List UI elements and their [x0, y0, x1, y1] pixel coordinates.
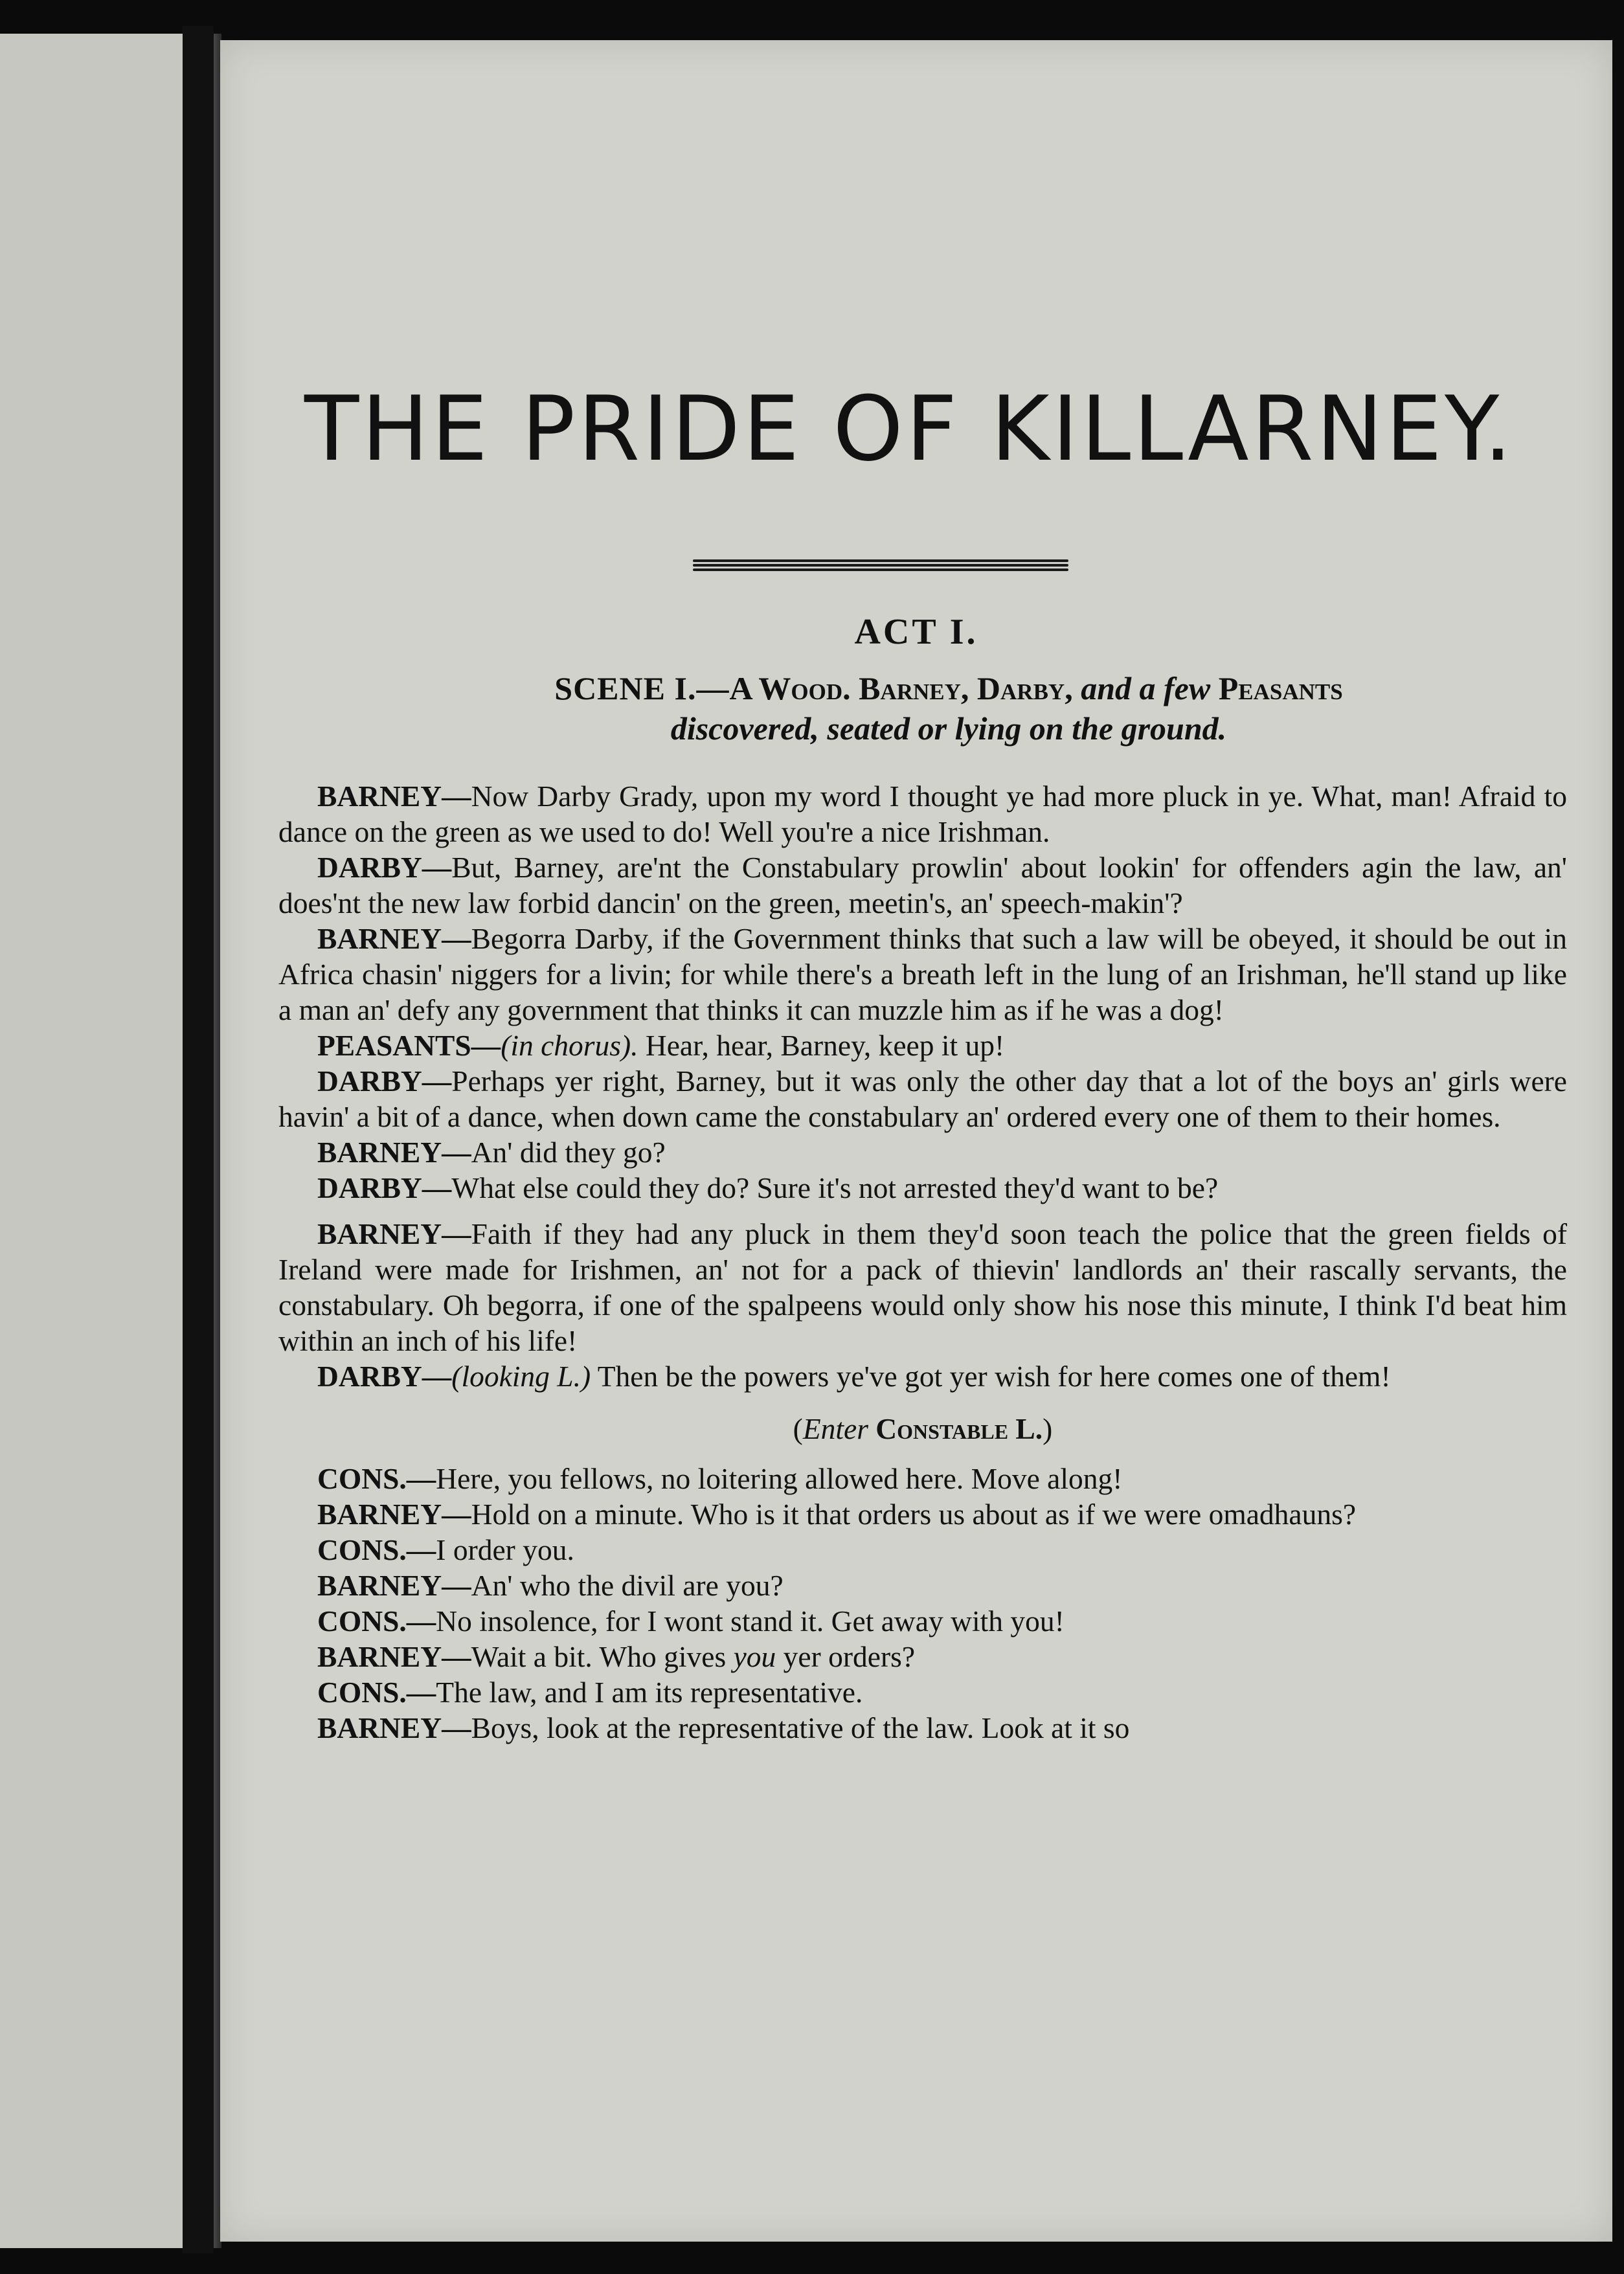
dialogue-line [278, 1028, 1567, 1063]
previous-page-edge [0, 34, 209, 2248]
speaker: CONS.— [317, 1604, 436, 1638]
dialogue-line [278, 921, 1567, 1028]
line-text: Hold on a minute. Who is it that orders us about as if we were omadhauns? [471, 1498, 1357, 1531]
scene-characters: Barney, Darby, [859, 670, 1073, 706]
dialogue-line [278, 1216, 1567, 1358]
line-text: I order you. [436, 1533, 574, 1566]
speaker: BARNEY— [317, 1136, 471, 1169]
dialogue-line [278, 1170, 1567, 1206]
speaker: BARNEY— [317, 1569, 471, 1602]
line-direction: (looking L.) [451, 1360, 591, 1393]
play-title: THE PRIDE OF KILLARNEY. [304, 377, 1515, 481]
speaker: DARBY— [317, 1171, 452, 1204]
ornamental-rule [693, 559, 1068, 570]
line-text: The law, and I am its representative. [436, 1676, 863, 1709]
scene-label: SCENE I.— [554, 670, 730, 706]
line-text: Perhaps yer right, Barney, but it was only the other day that a lot of the boys an' girls were havin' a bit of a dance, when down came the constabulary an' ordered every one of them to their homes. [278, 1064, 1567, 1133]
line-emphasis: you [733, 1640, 776, 1673]
speaker: PEASANTS— [317, 1029, 501, 1062]
act-heading: ACT I. [854, 612, 978, 652]
scene-place: A Wood. [729, 670, 851, 706]
speaker: CONS.— [317, 1676, 436, 1709]
speaker: DARBY— [317, 1064, 452, 1098]
dialogue-line [278, 1461, 1567, 1496]
stage-enter: Enter [802, 1412, 868, 1445]
scene-peasants: Peasants [1218, 670, 1343, 706]
dialogue-line [278, 1358, 1567, 1394]
dialogue-line [278, 850, 1567, 921]
dialogue-line [278, 1134, 1567, 1170]
dialogue-line [278, 1674, 1567, 1710]
dialogue-line [278, 1639, 1567, 1674]
scene-direction: discovered, seated or lying on the ground. [670, 710, 1227, 747]
line-text: Now Darby Grady, upon my word I thought ye had more pluck in ye. What, man! Afraid to dance on the green as we used to do! Well you're a nice Irishman. [278, 780, 1567, 848]
line-text: Faith if they had any pluck in them they'd soon teach the police that the green fields of Ireland were made for Irishmen, an' not for a pack of thievin' landlords an' their rascally servants, the constabulary. Oh begorra, if one of the spalpeens would only show his nose this minute, I think I'd beat him within an inch of his life! [278, 1217, 1567, 1357]
speaker: DARBY— [317, 851, 452, 884]
page-sheet [220, 40, 1612, 2242]
line-text: Here, you fellows, no loitering allowed here. Move along! [436, 1462, 1123, 1495]
line-text: Hear, hear, Barney, keep it up! [645, 1029, 1005, 1062]
speaker: BARNEY— [317, 922, 471, 955]
dialogue-body [278, 778, 1567, 1746]
stage-who: Constable L. [875, 1412, 1043, 1445]
speaker: DARBY— [317, 1360, 452, 1393]
speaker: BARNEY— [317, 780, 471, 813]
line-text: Then be the powers ye've got yer wish for here comes one of them! [597, 1360, 1391, 1393]
line-text: Boys, look at the representative of the law. Look at it so [471, 1711, 1130, 1744]
book-gutter [183, 26, 214, 2253]
line-text: Begorra Darby, if the Government thinks that such a law will be obeyed, it should be out in Africa chasin' niggers for a livin; for while there's a breath left in the lung of an Irishman, he'll stand up like a man an' defy any government that thinks it can muzzle him as if he was a dog! [278, 922, 1567, 1026]
speaker: BARNEY— [317, 1640, 471, 1673]
dialogue-line [278, 1496, 1567, 1532]
line-text: An' did they go? [471, 1136, 666, 1169]
line-text: But, Barney, are'nt the Constabulary prowlin' about lookin' for offenders agin the law, an' does'nt the new law forbid dancin' on the green, meetin's, an' speech-makin'? [278, 851, 1567, 919]
line-text: Wait a bit. Who gives [471, 1640, 727, 1673]
line-direction: (in chorus). [501, 1029, 638, 1062]
line-text: An' who the divil are you? [471, 1569, 784, 1602]
scene-heading [317, 668, 1580, 749]
speaker: BARNEY— [317, 1711, 471, 1744]
speaker: CONS.— [317, 1462, 436, 1495]
dialogue-line [278, 1063, 1567, 1134]
speaker: BARNEY— [317, 1217, 471, 1250]
dialogue-line [278, 1603, 1567, 1639]
stage-direction: (Enter Constable L.) [793, 1412, 1053, 1445]
line-text: What else could they do? Sure it's not arrested they'd want to be? [451, 1171, 1219, 1204]
speaker: BARNEY— [317, 1498, 471, 1531]
dialogue-line [278, 778, 1567, 850]
dialogue-line [278, 1710, 1567, 1746]
dialogue-line [278, 1532, 1567, 1568]
speaker: CONS.— [317, 1533, 436, 1566]
dialogue-line [278, 1568, 1567, 1603]
line-text: yer orders? [783, 1640, 916, 1673]
scene-connector: and a few [1081, 670, 1211, 706]
line-text: No insolence, for I wont stand it. Get away with you! [436, 1604, 1065, 1638]
